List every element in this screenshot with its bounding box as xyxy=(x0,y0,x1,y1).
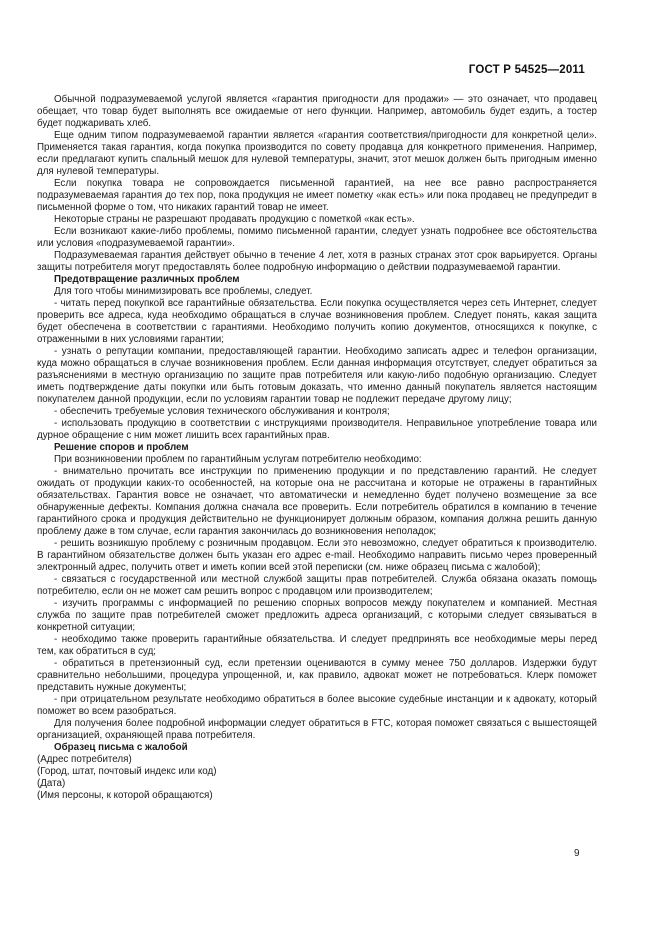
paragraph: Если возникают какие-либо проблемы, помимо письменной гарантии, следует узнать подробнее все обстоятельства или условия «подразумеваемой гарантии». xyxy=(37,226,597,249)
paragraph: Обычной подразумеваемой услугой является «гарантия пригодности для продажи» — это означает, что продавец обещает, что товар будет выполнять все ожидаемые от него функции. Например, автомобиль будет ездить, а тостер будет поджаривать хлеб. xyxy=(37,94,597,129)
paragraph: - связаться с государственной или местной службой защиты прав потребителей. Служба обязана оказать помощь потребителю, если он не может сам решить вопрос с продавцом или производителем; xyxy=(37,574,597,597)
paragraph: - решить возникшую проблему с розничным продавцом. Если это невозможно, следует обратиться к производителю. В гарантийном обязательстве должен быть указан его адрес e-mail. Необходимо направить письмо через проверенный электронный адрес, получить ответ и иметь копии всей этой переписки (см. ниже образец письма с жалобой); xyxy=(37,538,597,573)
section-heading: Предотвращение различных проблем xyxy=(54,274,240,285)
paragraph: (Дата) xyxy=(37,778,66,789)
paragraph: (Адрес потребителя) xyxy=(37,754,132,765)
paragraph: Для того чтобы минимизировать все проблемы, следует. xyxy=(54,286,313,297)
paragraph: Если покупка товара не сопровождается письменной гарантией, на нее все равно распространяется подразумеваемая гарантия до тех пор, пока продукция не имеет пометку «как есть» или пока продавец не предупредит в письменной форме о том, что никаких гарантий товар не имеет. xyxy=(37,178,597,213)
paragraph: - читать перед покупкой все гарантийные обязательства. Если покупка осуществляется через сеть Интернет, следует проверить все адреса, куда необходимо обращаться в случае возникновения проблем. Следует понять, какая защита будет обеспечена в соответствии с гарантиями. Необходимо получить копию документов, относящихся к покупке, с отраженными в них условиями гарантии; xyxy=(37,298,597,345)
paragraph: - внимательно прочитать все инструкции по применению продукции и по представлению гарантий. Не следует ожидать от продукции каких-то особенностей, на которые она не рассчитана и которые не отражены в гарантийных обязательствах. Гарантия вовсе не означает, что автоматически и немедленно будет получено возмещение за все обнаруженные дефекты. Компания должна сначала все проверить. Если потребитель обратился в компанию в течение гарантийного срока и продукция действительно не функционирует должным образом, компания должна решить данную проблему даже в том случае, если гарантия закончилась до возникновения неполадок; xyxy=(37,466,597,537)
document-body xyxy=(37,94,597,802)
paragraph: - необходимо также проверить гарантийные обязательства. И следует предпринять все необходимые меры перед тем, как обратиться в суд; xyxy=(37,634,597,657)
paragraph: (Город, штат, почтовый индекс или код) xyxy=(37,766,217,777)
paragraph: - использовать продукцию в соответствии с инструкциями производителя. Неправильное употребление товара или дурное обращение с ним может лишить всех гарантийных прав. xyxy=(37,418,597,441)
paragraph: (Имя персоны, к которой обращаются) xyxy=(37,790,213,801)
paragraph: Подразумеваемая гарантия действует обычно в течение 4 лет, хотя в разных странах этот срок варьируется. Органы защиты потребителя могут предоставлять более подробную информацию о действии подразумеваемой гарантии. xyxy=(37,250,597,273)
paragraph: Некоторые страны не разрешают продавать продукцию с пометкой «как есть». xyxy=(54,214,415,225)
page-number: 9 xyxy=(574,848,580,859)
paragraph: - обеспечить требуемые условия технического обслуживания и контроля; xyxy=(54,406,390,417)
paragraph: При возникновении проблем по гарантийным услугам потребителю необходимо: xyxy=(54,454,422,465)
document-code-header: ГОСТ Р 54525—2011 xyxy=(468,64,585,76)
paragraph: - обратиться в претензионный суд, если претензии оцениваются в сумму менее 750 долларов. Издержки будут сравнительно небольшими, процедура упрощенной, и, как правило, адвокат может не потребоваться. Клерк поможет представить нужные документы; xyxy=(37,658,597,693)
paragraph: - при отрицательном результате необходимо обратиться в более высокие судебные инстанции и к адвокату, который поможет во всем разобраться. xyxy=(37,694,597,717)
paragraph: - изучить программы с информацией по решению спорных вопросов между покупателем и компанией. Местная служба по защите прав потребителей сможет предложить адреса организаций, с которыми следует связываться в конкретной ситуации; xyxy=(37,598,597,633)
paragraph: Еще одним типом подразумеваемой гарантии является «гарантия соответствия/пригодности для конкретной цели». Применяется такая гарантия, когда покупка производится по совету продавца для конкретного применения. Например, если предлагают купить спальный мешок для нулевой температуры, значит, этот мешок должен быть пригодным именно для нулевой температуры. xyxy=(37,130,597,177)
section-heading: Образец письма с жалобой xyxy=(54,742,188,753)
paragraph: Для получения более подробной информации следует обратиться в FTC, которая поможет связаться с вышестоящей организацией, охраняющей права потребителя. xyxy=(37,718,597,741)
paragraph: - узнать о репутации компании, предоставляющей гарантии. Необходимо записать адрес и телефон организации, куда можно обращаться в случае возникновения проблем. Если данная информация отсутствует, следует обратиться за разъяснениями в местную организацию по защите прав потребителя или какую-либо подобную организацию. Следует иметь подтверждение даты покупки или быть готовым доказать, что именно данный покупатель является настоящим покупателем данной продукции, если по условиям гарантии товар не подлежит передаче другому лицу; xyxy=(37,346,597,405)
section-heading: Решение споров и проблем xyxy=(54,442,189,453)
